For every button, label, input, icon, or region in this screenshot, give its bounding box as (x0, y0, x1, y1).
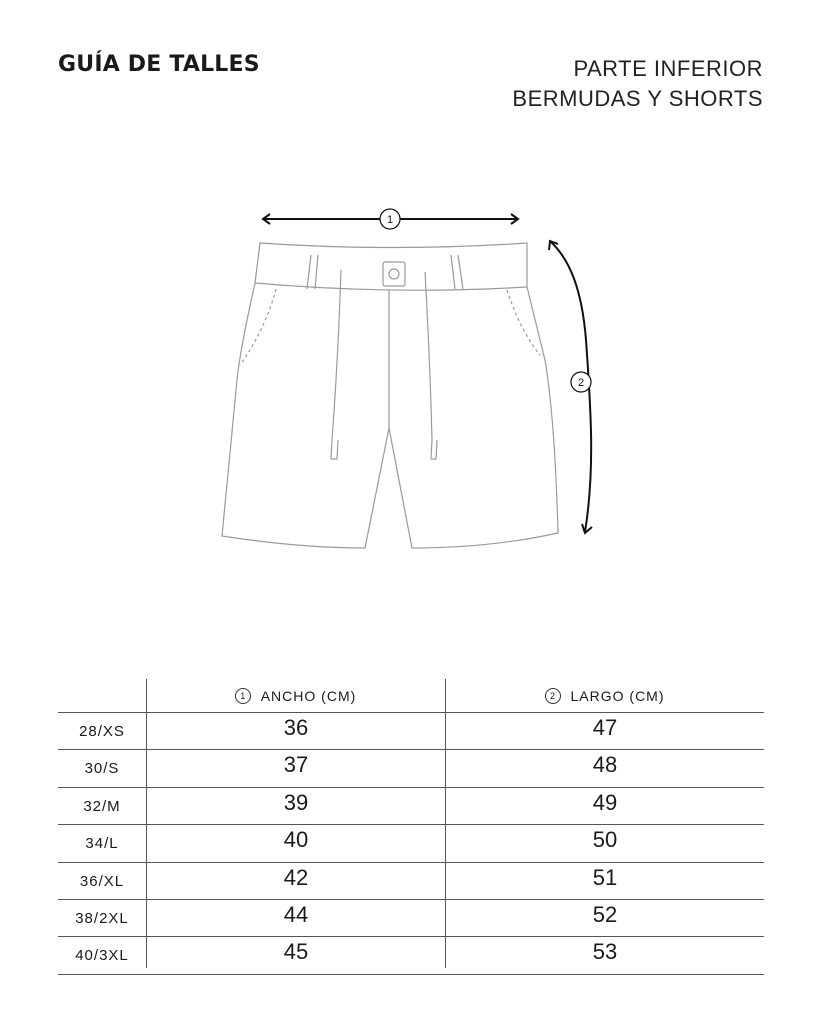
ancho-value: 42 (283, 864, 309, 890)
table-header (58, 679, 764, 712)
length-marker-label: 2 (577, 377, 585, 389)
largo-value: 52 (592, 901, 618, 927)
table-row (58, 712, 764, 749)
largo-value: 48 (592, 752, 618, 778)
size-label: 28/XS (79, 723, 125, 740)
size-label: 32/M (83, 797, 121, 815)
width-marker-label: 1 (386, 214, 394, 226)
subtitle-line-1: PARTE INFERIOR (573, 56, 763, 81)
shorts-outline (222, 243, 558, 548)
table-row (58, 862, 764, 899)
page-title: GUÍA DE TALLES (58, 52, 260, 77)
largo-value: 51 (592, 864, 618, 890)
largo-value: 47 (592, 715, 618, 740)
subtitle-line-2: BERMUDAS Y SHORTS (512, 86, 763, 111)
size-table (58, 679, 764, 975)
header-largo-label: LARGO (CM) (570, 687, 665, 704)
table-row (58, 936, 764, 974)
table-row (58, 749, 764, 786)
header-largo (445, 679, 764, 712)
header-ancho-label: ANCHO (CM) (260, 687, 357, 704)
ancho-value: 44 (283, 901, 309, 927)
largo-value: 50 (592, 827, 618, 853)
ancho-value: 36 (283, 715, 309, 740)
header-ancho (146, 679, 445, 712)
size-label: 34/L (85, 835, 119, 853)
largo-value: 49 (592, 789, 618, 815)
largo-value: 53 (592, 939, 618, 965)
table-row (58, 787, 764, 824)
ancho-value: 37 (283, 752, 309, 778)
table-row (58, 899, 764, 936)
size-label: 36/XL (79, 872, 125, 890)
table-row (58, 824, 764, 861)
size-label: 30/S (84, 760, 120, 778)
size-label: 40/3XL (75, 947, 129, 965)
ancho-value: 45 (283, 939, 309, 965)
ancho-value: 40 (283, 827, 309, 853)
ancho-value: 39 (283, 789, 309, 815)
ancho-marker: 1 (235, 688, 251, 704)
largo-marker: 2 (545, 688, 561, 704)
size-label: 38/2XL (75, 909, 129, 927)
